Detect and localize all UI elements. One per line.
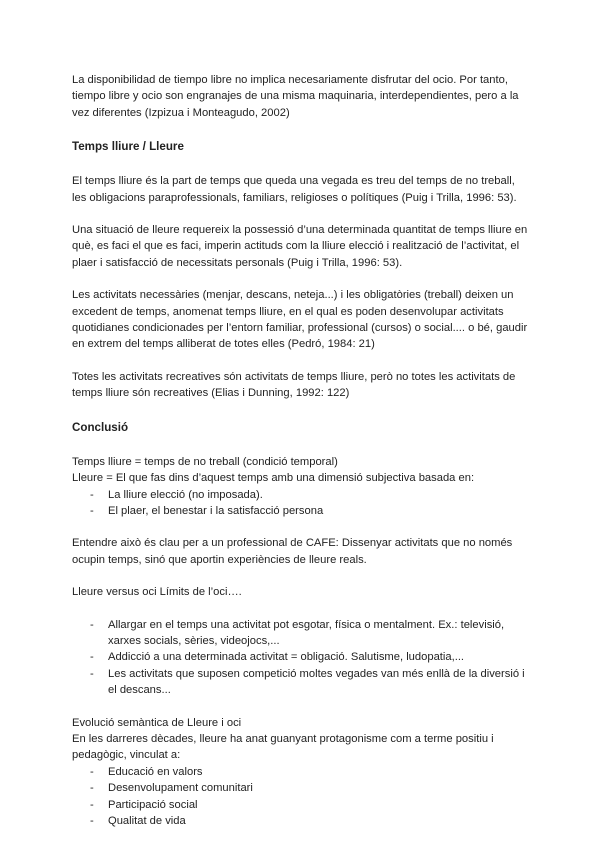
paragraph-recreatives: Totes les activitats recreatives són activitats de temps lliure, però no totes les activitats de temps lliure són recreatives (Elias i Dunning, 1992: 122) xyxy=(72,370,516,400)
limits-list xyxy=(72,617,528,699)
evolution-text: En les darreres dècades, lleure ha anat guanyant protagonisme com a terme positiu i pedagògic, vinculat a: xyxy=(72,732,494,762)
list-item: - Les activitats que suposen competició moltes vegades van més enllà de la diversió i el descans... xyxy=(90,666,528,699)
limits-title: Lleure versus oci Límits de l’oci…. xyxy=(72,586,242,599)
intro-paragraph: La disponibilidad de tiempo libre no implica necesariamente disfrutar del ocio. Por tanto, tiempo libre y ocio son engranajes de una misma maquinaria, interdependientes, pero a la vez diferentes (Izpizua i Monteagudo, 2002) xyxy=(72,74,519,119)
definition-lleure: Lleure = El que fas dins d’aquest temps amb una dimensió subjectiva basada en: xyxy=(72,472,475,485)
list-item: - Educació en valors xyxy=(90,764,528,780)
list-item: - Addicció a una determinada activitat = obligació. Salutisme, ludopatia,... xyxy=(90,649,528,665)
evolution-list xyxy=(72,764,528,830)
list-item: - El plaer, el benestar i la satisfacció persona xyxy=(90,503,528,519)
list-item: - Participació social xyxy=(90,797,528,813)
list-item: - Desenvolupament comunitari xyxy=(90,780,528,796)
paragraph-lleure: Una situació de lleure requereix la possessió d’una determinada quantitat de temps lliure en què, es faci el que es faci, imperin actituds com la lliure elecció i realització de l’activitat, el plaer i satisfacció de necessitats personals (Puig i Trilla, 1996: 53). xyxy=(72,224,528,269)
paragraph-temps-lliure: El temps lliure és la part de temps que queda una vegada es treu del temps de no treball, les obligacions paraprofessionals, familiars, religioses o polítiques (Puig i Trilla, 1996: 53). xyxy=(72,175,517,204)
evolution-title: Evolució semàntica de Lleure i oci xyxy=(72,716,242,729)
section-heading-conclusio: Conclusió xyxy=(72,420,129,434)
list-item: - La lliure elecció (no imposada). xyxy=(90,487,528,503)
list-item: - Allargar en el temps una activitat pot esgotar, física o mentalment. Ex.: televisió, xarxes socials, sèries, videojocs,... xyxy=(90,617,528,650)
definition-list xyxy=(72,487,528,520)
paragraph-activitats: Les activitats necessàries (menjar, descans, neteja...) i les obligatòries (treball) deixen un excedent de temps, anomenat temps lliure, en el qual es poden desenvolupar activitats quotidianes condicionades per l’entorn familiar, professional (cursos) o social.... o bé, gaudir en extrem del temps alliberat de totes elles (Pedró, 1984: 21) xyxy=(72,289,528,351)
paragraph-cafe: Entendre això és clau per a un professional de CAFE: Dissenyar activitats que no només ocupin temps, sinó que aportin experiències de lleure reals. xyxy=(72,537,513,566)
section-heading-temps-lliure: Temps lliure / Lleure xyxy=(72,140,184,154)
definition-temps-lliure: Temps lliure = temps de no treball (condició temporal) xyxy=(72,455,338,468)
list-item: - Qualitat de vida xyxy=(90,813,528,829)
